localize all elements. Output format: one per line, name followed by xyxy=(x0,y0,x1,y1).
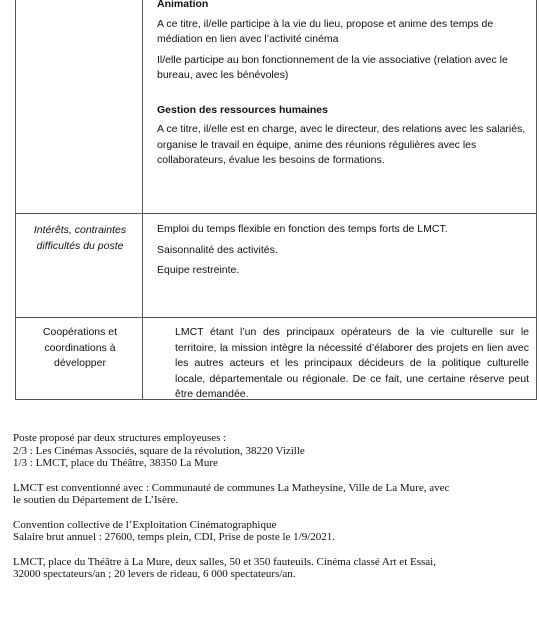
convention-line-2: le soutien du Département de L’Isère. xyxy=(13,494,179,506)
interets-label: Intérêts, contraintes difficultés du poste xyxy=(33,224,127,252)
table-border-left xyxy=(15,0,16,400)
table-column-divider xyxy=(142,0,143,400)
cooperations-label: Coopérations et coordinations à développer xyxy=(42,326,118,369)
interets-line-2: Saisonnalité des activités. xyxy=(157,243,278,256)
paragraph-animation-1: A ce titre, il/elle participe à la vie du lieu, propose et anime des temps de médiation en lien avec l’activité cinéma xyxy=(157,17,494,45)
interets-line-1: Emploi du temps flexible en fonction des temps forts de LMCT. xyxy=(157,223,448,235)
table-row-divider xyxy=(15,213,537,214)
cooperations-content xyxy=(175,325,529,403)
heading-rh: Gestion des ressources humaines xyxy=(157,103,328,116)
poste-line-1: 2/3 : Les Cinémas Associés, square de la révolution, 38220 Vizille xyxy=(13,444,305,457)
lmct-line-1: LMCT, place du Théâtre à La Mure, deux salles, 50 et 350 fauteuils. Cinéma classé Art et Essai, xyxy=(13,555,436,568)
table-row-divider xyxy=(15,317,537,318)
paragraph-animation-2: Il/elle participe au bon fonctionnement de la vie associative (relation avec le bureau, avec les bénévoles) xyxy=(157,53,508,81)
job-description-table xyxy=(15,0,537,400)
paragraph-rh: A ce titre, il/elle est en charge, avec le directeur, des relations avec les salariés, organise le travail en équipe, anime des réunions régulières avec les collaborateurs, évalue les besoins de formations. xyxy=(157,123,526,166)
collective-line-1: Convention collective de l’Exploitation Cinématographique xyxy=(13,518,277,531)
interets-line-3: Equipe restreinte. xyxy=(157,264,240,276)
missions-cell xyxy=(157,0,529,169)
footer-notes xyxy=(13,432,528,581)
convention-line-1: LMCT est conventionné avec : Communauté de communes La Matheysine, Ville de La Mure, avec xyxy=(13,481,450,494)
lmct-line-2: 32000 spectateurs/an ; 20 levers de rideau, 6 000 spectateurs/an. xyxy=(13,568,296,580)
heading-animation: Animation xyxy=(157,0,209,10)
collective-line-2: Salaire brut annuel : 27600, temps plein, CDI, Prise de poste le 1/9/2021. xyxy=(13,531,336,543)
cooperations-text: LMCT étant l’un des principaux opérateurs de la vie culturelle sur le territoire, la mission intègre la nécessité d’élaborer des projets en lien avec les autres acteurs et les principaux décideurs de la politique culturelle locale, départementale ou régionale. De ce fait, une certaine réserve peut être demandée. xyxy=(175,326,529,400)
interets-content xyxy=(157,222,529,279)
poste-line-2: 1/3 : LMCT, place du Théâtre, 38350 La Mure xyxy=(13,457,218,469)
poste-intro: Poste proposé par deux structures employeuses : xyxy=(13,432,227,444)
table-border-right xyxy=(536,0,537,400)
